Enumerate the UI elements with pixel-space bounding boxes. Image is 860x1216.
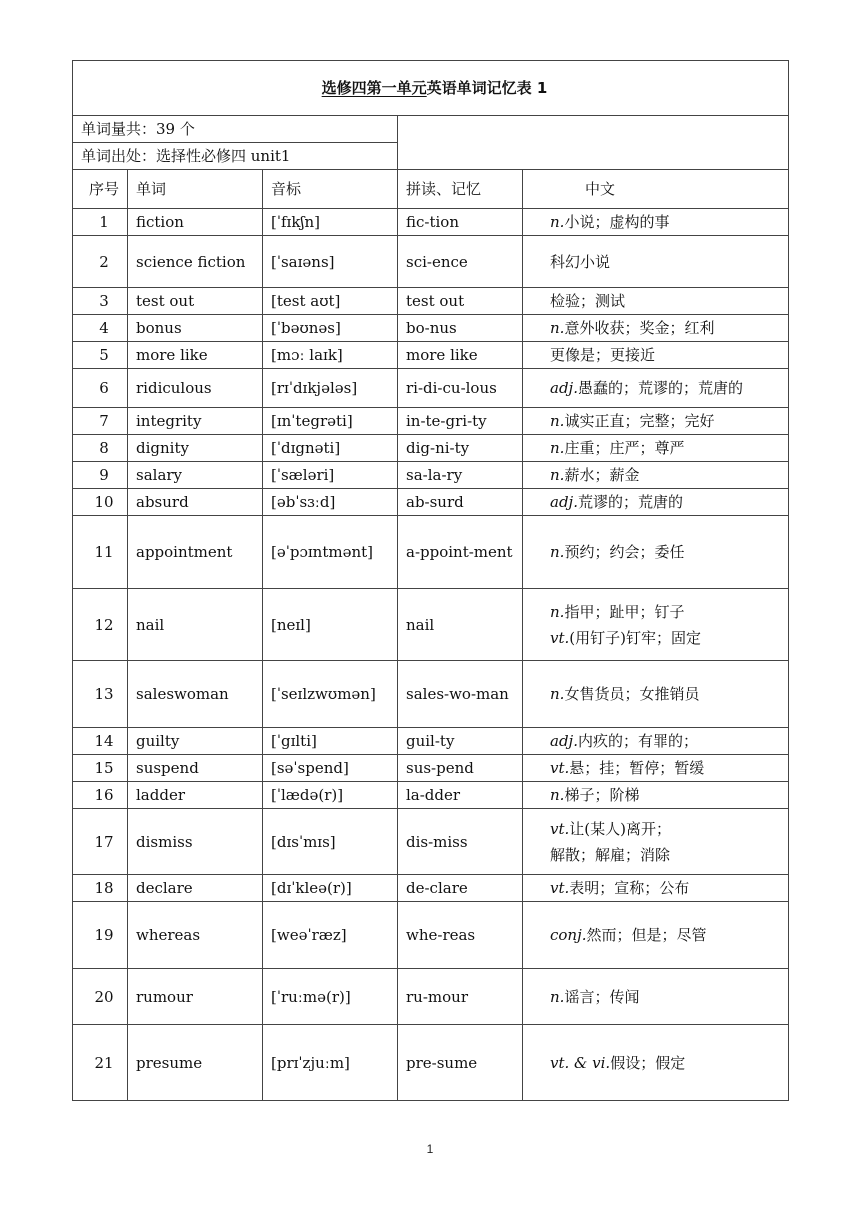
table-row	[73, 782, 789, 809]
row-phonetic: [ˈseɪlzwʊmən]	[263, 661, 398, 728]
table-row	[73, 516, 789, 589]
meaning-text: 悬；挂；暂停；暂缓	[569, 759, 705, 777]
meaning-line	[550, 988, 788, 1006]
header-chinese: 中文	[523, 170, 789, 209]
row-phonetic: [əˈpɔɪntmənt]	[263, 516, 398, 589]
row-phonetic: [weəˈræz]	[263, 902, 398, 969]
row-phonetic: [əbˈsɜːd]	[263, 489, 398, 516]
row-word: declare	[128, 875, 263, 902]
meaning-line	[550, 816, 788, 842]
table-row	[73, 435, 789, 462]
row-word: ladder	[128, 782, 263, 809]
row-spelling: in-te-gri-ty	[398, 408, 523, 435]
row-word: bonus	[128, 315, 263, 342]
table-row	[73, 875, 789, 902]
row-spelling: sa-la-ry	[398, 462, 523, 489]
table-row	[73, 809, 789, 875]
row-number: 20	[73, 969, 128, 1025]
row-spelling: whe-reas	[398, 902, 523, 969]
row-number: 5	[73, 342, 128, 369]
row-spelling: fic-tion	[398, 209, 523, 236]
row-number: 17	[73, 809, 128, 875]
row-meaning	[523, 315, 789, 342]
row-meaning	[523, 462, 789, 489]
part-of-speech: vt.	[550, 628, 570, 647]
header-spelling: 拼读、记忆	[398, 170, 523, 209]
meaning-line	[550, 759, 788, 777]
page-title	[73, 61, 789, 116]
row-number: 3	[73, 288, 128, 315]
meaning-text: 解散；解雇；消除	[550, 845, 671, 864]
row-meaning	[523, 809, 789, 875]
row-spelling: de-clare	[398, 875, 523, 902]
table-row	[73, 462, 789, 489]
table-row	[73, 369, 789, 408]
row-meaning	[523, 408, 789, 435]
row-number: 4	[73, 315, 128, 342]
meaning-line	[550, 379, 788, 397]
row-word: dignity	[128, 435, 263, 462]
table-row	[73, 408, 789, 435]
row-word: rumour	[128, 969, 263, 1025]
row-phonetic: [ˈsæləri]	[263, 462, 398, 489]
row-phonetic: [ˈdɪgnəti]	[263, 435, 398, 462]
row-phonetic: [ˈlædə(r)]	[263, 782, 398, 809]
info-blank-cell	[398, 116, 789, 170]
row-meaning	[523, 369, 789, 408]
part-of-speech: n.	[550, 602, 565, 621]
row-phonetic: [dɪsˈmɪs]	[263, 809, 398, 875]
row-phonetic: [mɔː laɪk]	[263, 342, 398, 369]
table-row	[73, 1025, 789, 1101]
part-of-speech: n.	[550, 543, 565, 561]
meaning-text: 女售货员；女推销员	[564, 685, 700, 703]
table-row	[73, 728, 789, 755]
row-meaning	[523, 755, 789, 782]
row-number: 14	[73, 728, 128, 755]
row-number: 7	[73, 408, 128, 435]
row-meaning	[523, 589, 789, 661]
part-of-speech: vt. & vi.	[550, 1053, 611, 1072]
meaning-text: 科幻小说	[550, 252, 611, 271]
row-word: test out	[128, 288, 263, 315]
meaning-line	[550, 786, 788, 804]
meaning-text: 更像是；更接近	[550, 346, 656, 364]
meaning-line	[550, 685, 788, 703]
part-of-speech: n.	[550, 319, 565, 337]
row-spelling: ru-mour	[398, 969, 523, 1025]
part-of-speech: vt.	[550, 879, 570, 897]
table-row	[73, 342, 789, 369]
row-number: 2	[73, 236, 128, 288]
table-row	[73, 209, 789, 236]
row-meaning	[523, 661, 789, 728]
row-word: science fiction	[128, 236, 263, 288]
row-phonetic: [səˈspend]	[263, 755, 398, 782]
part-of-speech: n.	[550, 439, 565, 457]
row-number: 6	[73, 369, 128, 408]
table-row	[73, 489, 789, 516]
part-of-speech: n.	[550, 466, 565, 484]
row-number: 15	[73, 755, 128, 782]
meaning-line	[550, 926, 788, 944]
row-meaning	[523, 435, 789, 462]
row-number: 13	[73, 661, 128, 728]
row-meaning	[523, 728, 789, 755]
part-of-speech: vt.	[550, 819, 570, 838]
row-word: salary	[128, 462, 263, 489]
part-of-speech: n.	[550, 786, 565, 804]
title-underlined-part: 选修四第一单元	[321, 79, 427, 97]
row-word: appointment	[128, 516, 263, 589]
row-word: more like	[128, 342, 263, 369]
row-word: suspend	[128, 755, 263, 782]
row-meaning	[523, 782, 789, 809]
meaning-line	[550, 412, 788, 430]
meaning-line	[550, 543, 788, 561]
meaning-line	[550, 292, 788, 310]
row-spelling: more like	[398, 342, 523, 369]
row-number: 8	[73, 435, 128, 462]
part-of-speech: adj.	[550, 732, 578, 750]
word-count-info: 单词量共：39 个	[73, 116, 398, 143]
vocabulary-table	[72, 60, 789, 1101]
meaning-text: 内疚的；有罪的；	[577, 732, 698, 750]
table-row	[73, 755, 789, 782]
meaning-text: 诚实正直；完整；完好	[564, 412, 715, 430]
row-spelling: ab-surd	[398, 489, 523, 516]
table-row	[73, 661, 789, 728]
table-row	[73, 315, 789, 342]
row-meaning	[523, 1025, 789, 1101]
header-row	[73, 170, 789, 209]
row-meaning	[523, 969, 789, 1025]
row-spelling: dis-miss	[398, 809, 523, 875]
row-number: 10	[73, 489, 128, 516]
row-meaning	[523, 209, 789, 236]
part-of-speech: adj.	[550, 379, 578, 397]
row-spelling: test out	[398, 288, 523, 315]
row-word: integrity	[128, 408, 263, 435]
meaning-text: 预约；约会；委任	[564, 543, 685, 561]
meaning-text: 荒谬的；荒唐的	[577, 493, 683, 511]
part-of-speech: n.	[550, 213, 565, 231]
row-phonetic: [rɪˈdɪkjələs]	[263, 369, 398, 408]
meaning-line	[550, 493, 788, 511]
row-word: presume	[128, 1025, 263, 1101]
meaning-line	[550, 842, 788, 868]
meaning-text: 假设；假定	[610, 1053, 686, 1072]
row-phonetic: [dɪˈkleə(r)]	[263, 875, 398, 902]
row-phonetic: [neɪl]	[263, 589, 398, 661]
row-word: fiction	[128, 209, 263, 236]
row-meaning	[523, 875, 789, 902]
row-number: 12	[73, 589, 128, 661]
row-meaning	[523, 342, 789, 369]
row-number: 19	[73, 902, 128, 969]
row-word: absurd	[128, 489, 263, 516]
meaning-line	[550, 599, 788, 625]
meaning-text: 指甲；趾甲；钉子	[564, 602, 685, 621]
row-phonetic: [ˈsaɪəns]	[263, 236, 398, 288]
row-word: guilty	[128, 728, 263, 755]
meaning-line	[550, 319, 788, 337]
row-spelling: dig-ni-ty	[398, 435, 523, 462]
row-word: saleswoman	[128, 661, 263, 728]
meaning-line	[550, 466, 788, 484]
row-number: 16	[73, 782, 128, 809]
row-number: 18	[73, 875, 128, 902]
meaning-line	[550, 625, 788, 651]
part-of-speech: adj.	[550, 493, 578, 511]
row-word: ridiculous	[128, 369, 263, 408]
meaning-line	[550, 1054, 788, 1072]
meaning-text: 让(某人)离开；	[569, 819, 671, 838]
part-of-speech: n.	[550, 685, 565, 703]
row-spelling: la-dder	[398, 782, 523, 809]
row-spelling: pre-sume	[398, 1025, 523, 1101]
row-spelling: ri-di-cu-lous	[398, 369, 523, 408]
row-number: 1	[73, 209, 128, 236]
part-of-speech: vt.	[550, 759, 570, 777]
table-row	[73, 902, 789, 969]
title-rest: 英语单词记忆表 1	[426, 79, 548, 97]
row-word: dismiss	[128, 809, 263, 875]
row-number: 21	[73, 1025, 128, 1101]
meaning-text: 意外收获；奖金；红利	[564, 319, 715, 337]
meaning-line	[550, 439, 788, 457]
row-phonetic: [prɪˈzjuːm]	[263, 1025, 398, 1101]
row-spelling: sus-pend	[398, 755, 523, 782]
meaning-text: 然而；但是；尽管	[586, 926, 707, 944]
row-phonetic: [ˈfɪkʃn]	[263, 209, 398, 236]
row-meaning	[523, 288, 789, 315]
row-spelling: sci-ence	[398, 236, 523, 288]
meaning-text: 谣言；传闻	[564, 987, 640, 1006]
meaning-line	[550, 253, 788, 271]
row-spelling: bo-nus	[398, 315, 523, 342]
part-of-speech: n.	[550, 987, 565, 1006]
row-meaning	[523, 902, 789, 969]
row-phonetic: [ˈbəʊnəs]	[263, 315, 398, 342]
meaning-text: 梯子；阶梯	[564, 786, 640, 804]
table-row	[73, 236, 789, 288]
row-meaning	[523, 489, 789, 516]
table-row	[73, 969, 789, 1025]
row-phonetic: [ɪnˈtegrəti]	[263, 408, 398, 435]
meaning-text: 检验；测试	[550, 292, 626, 310]
row-word: whereas	[128, 902, 263, 969]
meaning-text: 小说；虚构的事	[564, 213, 670, 231]
meaning-text: 薪水；薪金	[564, 466, 640, 484]
part-of-speech: n.	[550, 412, 565, 430]
row-phonetic: [ˈgɪlti]	[263, 728, 398, 755]
meaning-line	[550, 732, 788, 750]
meaning-text: 愚蠢的；荒谬的；荒唐的	[577, 379, 743, 397]
page-number: 1	[426, 1142, 434, 1156]
meaning-line	[550, 346, 788, 364]
row-spelling: guil-ty	[398, 728, 523, 755]
row-spelling: sales-wo-man	[398, 661, 523, 728]
table-row	[73, 288, 789, 315]
word-source-info: 单词出处：选择性必修四 unit1	[73, 143, 398, 170]
row-spelling: nail	[398, 589, 523, 661]
row-spelling: a-ppoint-ment	[398, 516, 523, 589]
header-word: 单词	[128, 170, 263, 209]
meaning-text: 庄重；庄严；尊严	[564, 439, 685, 457]
meaning-text: (用钉子)钉牢；固定	[569, 628, 701, 647]
row-meaning	[523, 516, 789, 589]
row-meaning	[523, 236, 789, 288]
row-phonetic: [ˈruːmə(r)]	[263, 969, 398, 1025]
meaning-line	[550, 879, 788, 897]
meaning-text: 表明；宣称；公布	[569, 879, 690, 897]
row-number: 11	[73, 516, 128, 589]
table-row	[73, 589, 789, 661]
row-word: nail	[128, 589, 263, 661]
row-phonetic: [test aʊt]	[263, 288, 398, 315]
part-of-speech: conj.	[550, 926, 587, 944]
row-number: 9	[73, 462, 128, 489]
header-num: 序号	[73, 170, 128, 209]
meaning-line	[550, 213, 788, 231]
header-phonetic: 音标	[263, 170, 398, 209]
